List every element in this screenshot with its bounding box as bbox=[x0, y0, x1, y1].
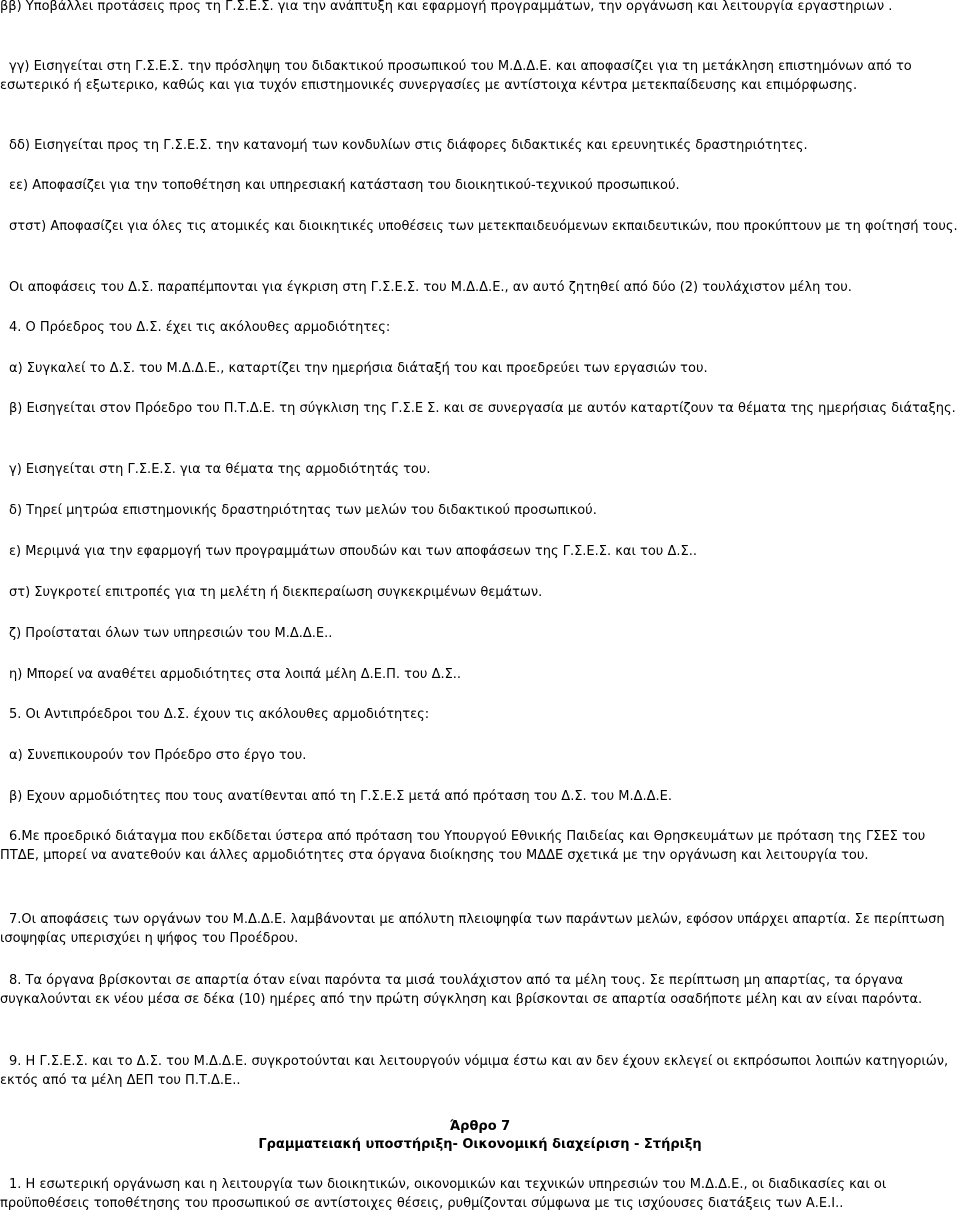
paragraph-ee: εε) Αποφασίζει για την τοποθέτηση και υπηρεσιακή κατάσταση του διοικητικού-τεχνικού προσωπικού. bbox=[9, 178, 680, 193]
paragraph-5-vice-presidents: 5. Οι Αντιπρόεδροι του Δ.Σ. έχουν τις ακόλουθες αρμοδιότητες: bbox=[9, 707, 430, 722]
paragraph-bb: ββ) Υποβάλλει προτάσεις προς τη Γ.Σ.Ε.Σ. για την ανάπτυξη και εφαρμογή προγραμμάτων, την οργάνωση και λειτουργία εργαστηριων . bbox=[0, 0, 893, 14]
paragraph-4c: γ) Εισηγείται στη Γ.Σ.Ε.Σ. για τα θέματα της αρμοδιότητάς του. bbox=[9, 462, 431, 477]
paragraph-7: 7.Οι αποφάσεις των οργάνων του Μ.Δ.Δ.Ε. λαμβάνονται με απόλυτη πλειοψηφία των παράντων μελών, εφόσον υπάρχει απαρτία. Σε περίπτωση ισοψηφίας υπερισχύει η ψήφος του Προέδρου. bbox=[0, 912, 945, 946]
paragraph-dd: δδ) Εισηγείται προς τη Γ.Σ.Ε.Σ. την κατανομή των κονδυλίων στις διάφορες διδακτικές και ερευνητικές δραστηριότητες. bbox=[9, 138, 808, 153]
paragraph-article7-1: 1. Η εσωτερική οργάνωση και η λειτουργία των διοικητικών, οικονομικών και τεχνικών υπηρεσιών του Μ.Δ.Δ.Ε., οι διαδικασίες και οι προϋποθέσεις τοποθέτησης του προσωπικού σε αντίστοιχες θέσεις, ρυθμίζονται σύμφωνα με τις ισχύουσες διατάξεις των Α.Ε.Ι.. bbox=[0, 1177, 887, 1211]
paragraph-stst: στστ) Αποφασίζει για όλες τις ατομικές και διοικητικές υποθέσεις των μετεκπαιδευόμενων εκπαιδευτικών, που προκύπτουν με τη φοίτησή τους. bbox=[9, 219, 958, 234]
paragraph-8: 8. Τα όργανα βρίσκονται σε απαρτία όταν είναι παρόντα τα μισά τουλάχιστον από τα μέλη τους. Σε περίπτωση μη απαρτίας, τα όργανα συγκαλούνται εκ νέου μέσα σε δέκα (10) ημέρες από την πρώτη σύγκληση και βρίσκονται σε απαρτία οσαδήποτε μέλη και αν είναι παρόντα. bbox=[0, 973, 923, 1007]
paragraph-6: 6.Με προεδρικό διάταγμα που εκδίδεται ύστερα από πρόταση του Υπουργού Εθνικής Παιδείας και Θρησκευμάτων με πρόταση της ΓΣΕΣ του ΠΤΔΕ, μπορεί να ανατεθούν και άλλες αρμοδιότητες στα όργανα διοίκησης του ΜΔΔΕ σχετικά με την οργάνωση και λειτουργία του. bbox=[0, 829, 926, 863]
paragraph-decisions: Οι αποφάσεις του Δ.Σ. παραπέμπονται για έγκριση στη Γ.Σ.Ε.Σ. του Μ.Δ.Δ.Ε., αν αυτό ζητηθεί από δύο (2) τουλάχιστον μέλη του. bbox=[9, 280, 852, 295]
paragraph-4e: ε) Μεριμνά για την εφαρμογή των προγραμμάτων σπουδών και των αποφάσεων της Γ.Σ.Ε.Σ. και του Δ.Σ.. bbox=[9, 544, 697, 559]
article-number: Άρθρο 7 bbox=[449, 1119, 511, 1134]
paragraph-4-president: 4. Ο Πρόεδρος του Δ.Σ. έχει τις ακόλουθες αρμοδιότητες: bbox=[9, 320, 391, 335]
paragraph-4h: η) Μπορεί να αναθέτει αρμοδιότητες στα λοιπά μέλη Δ.Ε.Π. του Δ.Σ.. bbox=[9, 667, 462, 682]
article-title: Γραμματειακή υποστήριξη- Οικονομική διαχείριση - Στήριξη bbox=[258, 1137, 702, 1152]
paragraph-4z: ζ) Προίσταται όλων των υπηρεσιών του Μ.Δ.Δ.Ε.. bbox=[9, 626, 333, 641]
paragraph-5a: α) Συνεπικουρούν τον Πρόεδρο στο έργο του. bbox=[9, 748, 307, 763]
paragraph-4a: α) Συγκαλεί το Δ.Σ. του Μ.Δ.Δ.Ε., καταρτίζει την ημερήσια διάταξή του και προεδρεύει των εργασιών του. bbox=[9, 361, 708, 376]
paragraph-5b: β) Εχουν αρμοδιότητες που τους ανατίθενται από τη Γ.Σ.Ε.Σ μετά από πρόταση του Δ.Σ. του Μ.Δ.Δ.Ε. bbox=[9, 789, 672, 804]
paragraph-4st: στ) Συγκροτεί επιτροπές για τη μελέτη ή διεκπεραίωση συγκεκριμένων θεμάτων. bbox=[9, 585, 543, 600]
paragraph-4d: δ) Τηρεί μητρώα επιστημονικής δραστηριότητας των μελών του διδακτικού προσωπικού. bbox=[9, 503, 597, 518]
paragraph-4b: β) Εισηγείται στον Πρόεδρο του Π.Τ.Δ.Ε. τη σύγκλιση της Γ.Σ.Ε Σ. και σε συνεργασία με αυτόν καταρτίζουν τα θέματα της ημερήσιας διάταξης. bbox=[9, 401, 956, 416]
paragraph-9: 9. Η Γ.Σ.Ε.Σ. και το Δ.Σ. του Μ.Δ.Δ.Ε. συγκροτούνται και λειτουργούν νόμιμα έστω και αν δεν έχουν εκλεγεί οι εκπρόσωποι λοιπών κατηγοριών, εκτός από τα μέλη ΔΕΠ του Π.Τ.Δ.Ε.. bbox=[0, 1054, 949, 1088]
paragraph-gg: γγ) Εισηγείται στη Γ.Σ.Ε.Σ. την πρόσληψη του διδακτικού προσωπικού του Μ.Δ.Δ.Ε. και αποφασίζει για τη μετάκληση επιστημόνων από το εσωτερικό ή εξωτερικο, καθώς και για τυχόν επιστημονικές συνεργασίες με αντίστοιχα κέντρα μετεκπαίδευσης και επιμόρφωσης. bbox=[0, 59, 912, 93]
